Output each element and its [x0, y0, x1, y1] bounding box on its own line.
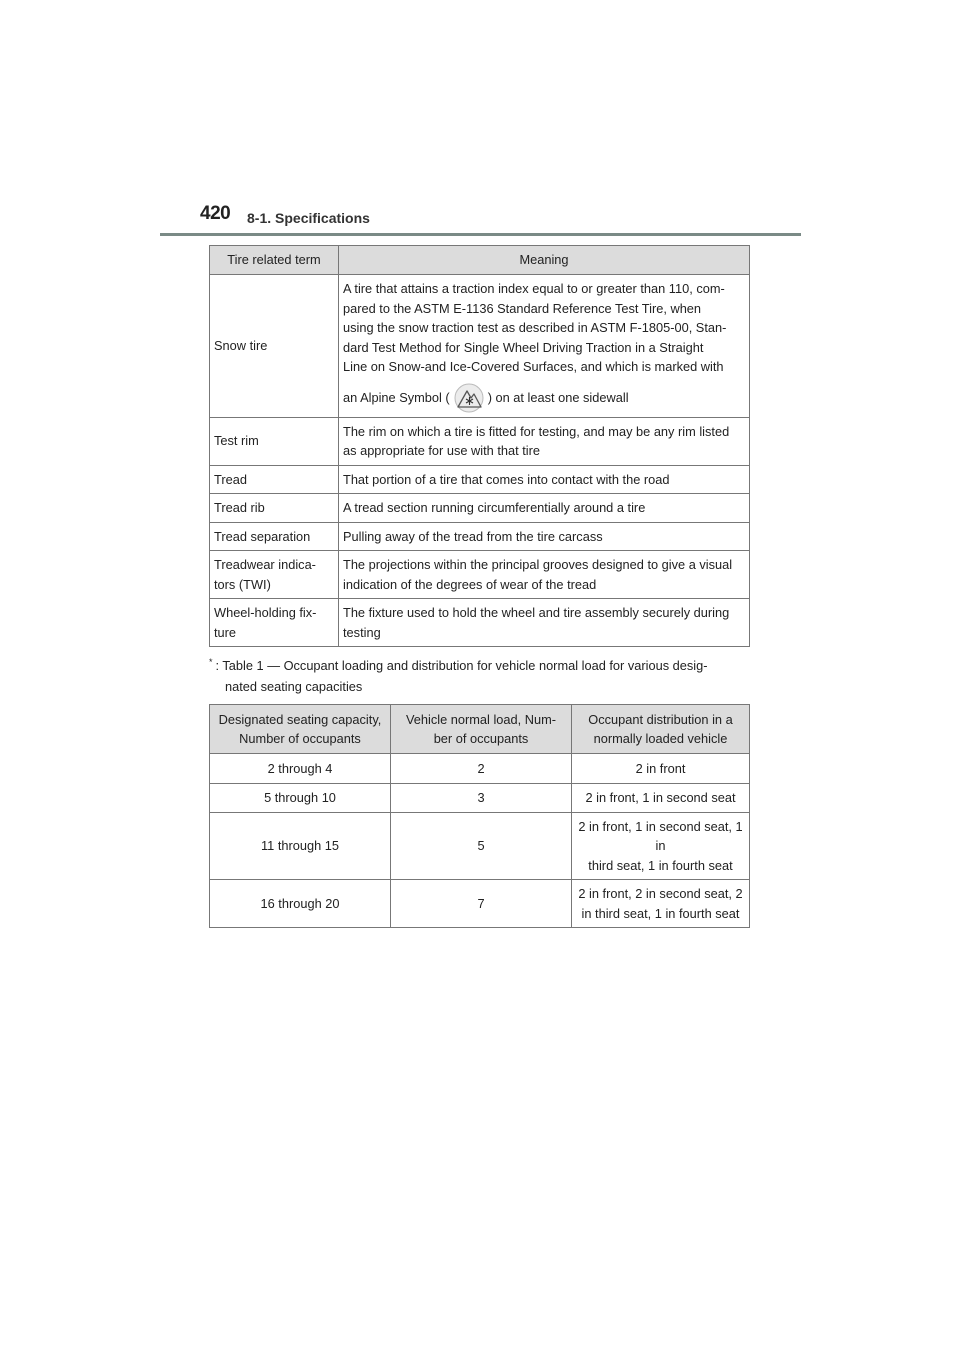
- footnote: [209, 656, 754, 697]
- capacity-cell: 16 through 20: [210, 880, 391, 928]
- meaning-line: The projections within the principal grooves designed to give a visual: [343, 557, 733, 572]
- distribution-line: third seat, 1 in fourth seat: [588, 857, 733, 873]
- table-row: [210, 812, 750, 880]
- meaning-line: using the snow traction test as described in ASTM F-1805-00, Stan-: [343, 320, 727, 335]
- alpine-text-before: an Alpine Symbol (: [343, 389, 450, 405]
- alpine-text-after: ) on at least one sidewall: [487, 389, 629, 405]
- header-line: Vehicle normal load, Num-: [405, 712, 557, 727]
- term-line: Tread separation: [214, 528, 311, 544]
- meaning-line: Pulling away of the tread from the tire carcass: [343, 528, 603, 544]
- distribution-cell: [572, 880, 750, 928]
- page-header: [200, 203, 800, 233]
- column-header-load: [391, 705, 572, 754]
- term-cell: [210, 417, 339, 465]
- table-row: [210, 417, 750, 465]
- meaning-line: testing: [343, 624, 381, 640]
- load-cell: 2: [391, 754, 572, 784]
- load-cell: 7: [391, 880, 572, 928]
- table-row-snow-tire: [210, 275, 750, 418]
- occupant-rows: [210, 754, 750, 928]
- distribution-line: 2 in front, 2 in second seat, 2: [578, 886, 743, 901]
- table-row: [210, 465, 750, 494]
- column-header-capacity: [210, 705, 391, 754]
- table-row: [210, 551, 750, 599]
- term-line: Tread: [214, 471, 247, 487]
- table-row: [210, 494, 750, 523]
- column-header-term: Tire related term: [210, 246, 339, 275]
- meaning-cell: [339, 417, 750, 465]
- distribution-line: 2 in front: [635, 760, 686, 776]
- table-header-row: [210, 705, 750, 754]
- term-line: Treadwear indica-: [214, 557, 316, 572]
- page-number: 420: [200, 203, 231, 224]
- meaning-line: That portion of a tire that comes into contact with the road: [343, 471, 670, 487]
- column-header-meaning: Meaning: [339, 246, 750, 275]
- alpine-snowflake-mountain-icon: [454, 383, 484, 413]
- distribution-cell: [572, 784, 750, 813]
- header-line: Number of occupants: [239, 731, 361, 746]
- term-cell: [210, 522, 339, 551]
- occupant-loading-table: [209, 704, 750, 928]
- distribution-line: 2 in front, 1 in second seat, 1 in: [578, 818, 743, 853]
- capacity-cell: 5 through 10: [210, 784, 391, 813]
- meaning-line: A tire that attains a traction index equal to or greater than 110, com-: [343, 281, 725, 296]
- column-header-distribution: [572, 705, 750, 754]
- term-line: Test rim: [214, 433, 259, 449]
- load-cell: 3: [391, 784, 572, 813]
- table-row: [210, 599, 750, 647]
- term-cell: [210, 599, 339, 647]
- meaning-line: pared to the ASTM E-1136 Standard Reference Test Tire, when: [343, 300, 702, 316]
- term-line: tors (TWI): [214, 576, 271, 592]
- load-cell: 5: [391, 812, 572, 880]
- section-title: 8-1. Specifications: [247, 210, 370, 226]
- header-line: Designated seating capacity,: [218, 712, 382, 727]
- meaning-cell: [339, 275, 750, 418]
- distribution-cell: [572, 812, 750, 880]
- distribution-line: 2 in front, 1 in second seat: [585, 790, 736, 805]
- term-line: Tread rib: [214, 500, 265, 515]
- meaning-line: The fixture used to hold the wheel and tire assembly securely during: [343, 605, 730, 620]
- header-divider: [160, 233, 801, 236]
- table-row: [210, 784, 750, 813]
- meaning-line: indication of the degrees of wear of the tread: [343, 576, 597, 592]
- header-line: normally loaded vehicle: [593, 731, 728, 746]
- table-row: [210, 880, 750, 928]
- term-cell: Snow tire: [210, 275, 339, 418]
- meaning-line: Line on Snow-and Ice-Covered Surfaces, and which is marked with: [343, 359, 724, 374]
- tire-terms-table: [209, 245, 750, 647]
- term-line: Wheel-holding fix-: [214, 605, 317, 620]
- meaning-cell: [339, 522, 750, 551]
- table-row: [210, 522, 750, 551]
- meaning-cell: [339, 599, 750, 647]
- capacity-cell: 11 through 15: [210, 812, 391, 880]
- header-line: ber of occupants: [433, 731, 529, 746]
- footnote-line: : Table 1 — Occupant loading and distribution for vehicle normal load for various desig-: [215, 658, 708, 673]
- term-cell: [210, 465, 339, 494]
- tire-term-rows: [210, 417, 750, 647]
- distribution-cell: [572, 754, 750, 784]
- meaning-cell: [339, 494, 750, 523]
- table-header-row: [210, 246, 750, 275]
- footnote-line: nated seating capacities: [225, 679, 363, 694]
- capacity-cell: 2 through 4: [210, 754, 391, 784]
- meaning-cell: [339, 551, 750, 599]
- footnote-mark: *: [209, 657, 213, 667]
- table-row: [210, 754, 750, 784]
- term-cell: [210, 494, 339, 523]
- distribution-line: in third seat, 1 in fourth seat: [581, 905, 740, 921]
- alpine-symbol-line: [343, 383, 629, 413]
- meaning-line: A tread section running circumferentially around a tire: [343, 500, 646, 515]
- header-line: Occupant distribution in a: [588, 712, 733, 727]
- term-line: ture: [214, 624, 237, 640]
- meaning-cell: [339, 465, 750, 494]
- meaning-line: as appropriate for use with that tire: [343, 443, 541, 458]
- meaning-line: The rim on which a tire is fitted for testing, and may be any rim listed: [343, 423, 730, 439]
- term-cell: [210, 551, 339, 599]
- meaning-line: dard Test Method for Single Wheel Driving Traction in a Straight: [343, 339, 704, 355]
